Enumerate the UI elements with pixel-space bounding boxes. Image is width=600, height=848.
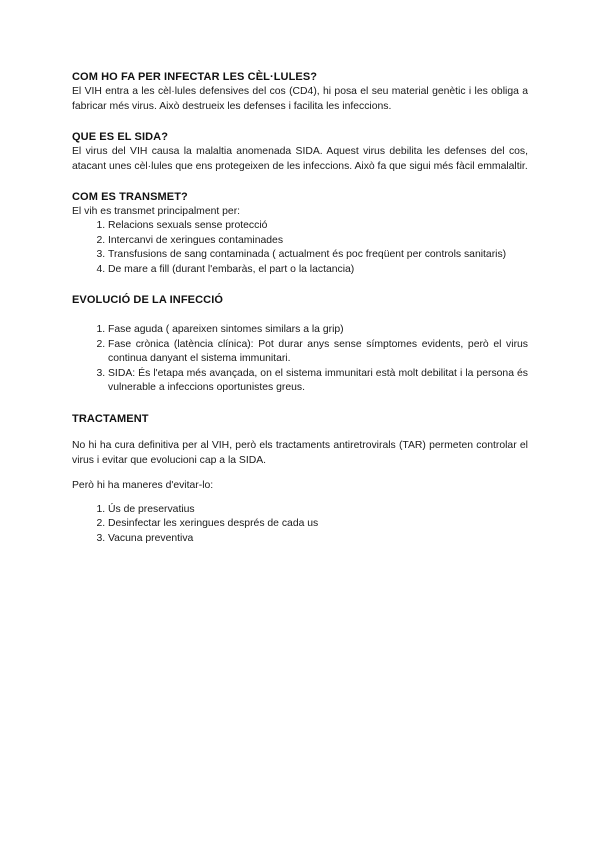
heading-sida: QUE ES EL SIDA? (72, 131, 169, 143)
paragraph-sida: El virus del VIH causa la malaltia anomenada SIDA. Aquest virus debilita les defenses del cos, atacant unes cèl·lules que ens protegeixen de les infeccions. Això fa que sigui més fàcil emmalaltir. (72, 146, 528, 172)
paragraph-infect: El VIH entra a les cèl·lules defensives del cos (CD4), hi posa el seu material genètic i les obliga a fabricar més virus. Això destrueix les defenses i facilita les infeccions. (72, 86, 528, 112)
list-item: 3. Transfusions de sang contaminada ( actualment és poc freqüent per controls sanitaris) (108, 248, 528, 263)
heading-infect: COM HO FA PER INFECTAR LES CÈL·LULES? (72, 71, 318, 83)
list-item: 1. Ús de preservatius (108, 503, 528, 518)
list-item: 1. Relacions sexuals sense protecció (108, 219, 528, 234)
list-transmet (72, 219, 528, 277)
heading-tractament: TRACTAMENT (72, 412, 149, 425)
heading-evolucio: EVOLUCIÓ DE LA INFECCIÓ (72, 294, 224, 306)
heading-transmet: COM ES TRANSMET? (72, 191, 188, 203)
list-item: 4. De mare a fill (durant l'embaràs, el part o la lactancia) (108, 263, 528, 278)
list-item: 2. Intercanvi de xeringues contaminades (108, 234, 528, 249)
list-item: 1. Fase aguda ( apareixen sintomes similars a la grip) (108, 323, 528, 338)
list-item: 3. Vacuna preventiva (108, 532, 528, 547)
paragraph-transmet-intro: El vih es transmet principalment per: (72, 206, 241, 217)
list-item: 3. SIDA: És l'etapa més avançada, on el sistema immunitari està molt debilitat i la persona és vulnerable a infeccions oportunistes greus. (108, 367, 528, 396)
paragraph-tractament-intro: Però hi ha maneres d'evitar-lo: (72, 479, 214, 491)
list-evolucio (72, 323, 528, 396)
list-item: 2. Desinfectar les xeringues després de cada us (108, 517, 528, 532)
list-tractament (72, 503, 528, 547)
paragraph-tractament: No hi ha cura definitiva per al VIH, però els tractaments antiretrovirals (TAR) permeten controlar el virus i evitar que evolucioni cap a la SIDA. (72, 439, 528, 466)
list-item: 2. Fase crònica (latència clínica): Pot durar anys sense símptomes evidents, però el virus continua danyant el sistema immunitari. (108, 338, 528, 367)
